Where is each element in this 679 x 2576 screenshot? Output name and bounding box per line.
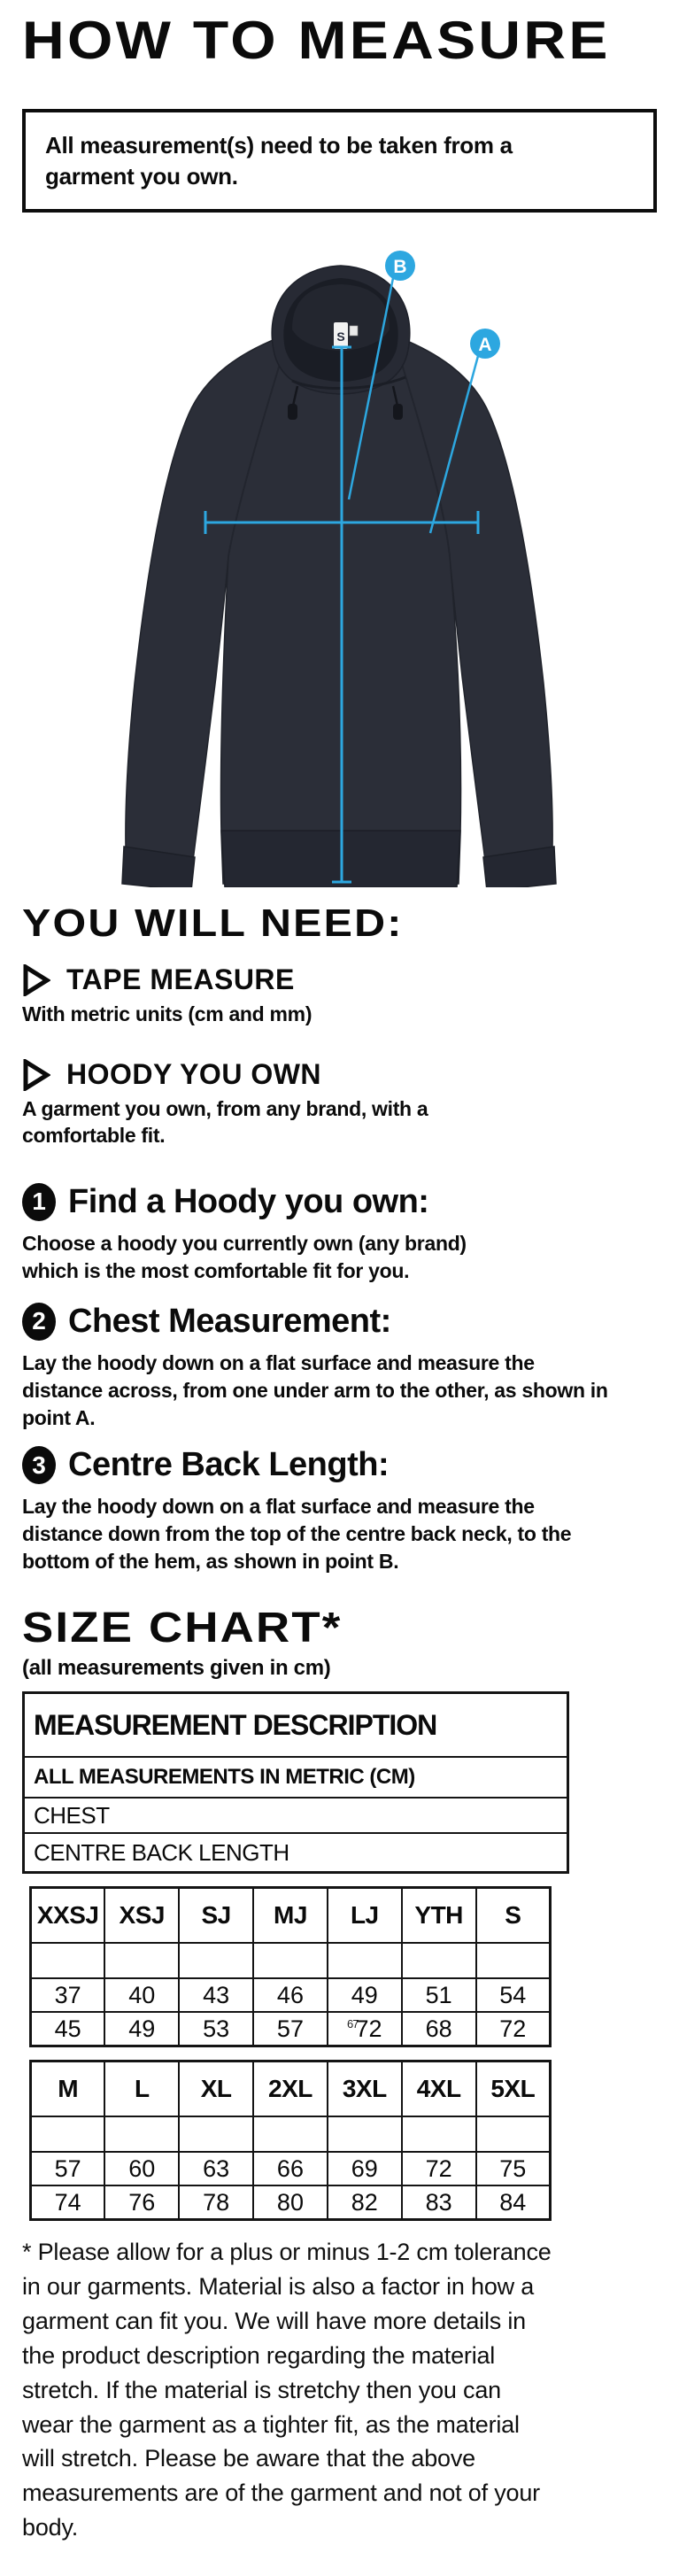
step-number-badge: 1 — [22, 1183, 56, 1221]
svg-text:S: S — [336, 329, 345, 344]
size-value-cell: 43 — [179, 1978, 253, 2012]
size-value-cell — [328, 2116, 402, 2152]
size-value-cell: 76 — [104, 2185, 179, 2220]
size-value-cell: 72 — [476, 2012, 551, 2046]
step-2 — [22, 1303, 657, 1432]
size-value-cell: 83 — [402, 2185, 476, 2220]
size-value-cell: 37 — [31, 1978, 105, 2012]
size-header-cell: SJ — [179, 1888, 253, 1944]
size-header-cell: XXSJ — [31, 1888, 105, 1944]
hoody-garment — [122, 266, 556, 887]
size-value-cell: 84 — [476, 2185, 551, 2220]
size-value-cell: 82 — [328, 2185, 402, 2220]
hoody-illustration — [0, 241, 679, 887]
step-number-badge: 3 — [22, 1446, 56, 1484]
step-3 — [22, 1446, 657, 1575]
size-header-cell: XSJ — [104, 1888, 179, 1944]
size-header-cell: YTH — [402, 1888, 476, 1944]
size-value-cell: 68 — [402, 2012, 476, 2046]
size-header-cell: S — [476, 1888, 551, 1944]
size-value-cell: 78 — [179, 2185, 253, 2220]
size-value-cell: 49 — [328, 1978, 402, 2012]
need-item-tape-measure — [22, 963, 657, 996]
step-number-badge: 2 — [22, 1303, 56, 1341]
page-title: HOW TO MEASURE — [22, 11, 611, 70]
triangle-bullet-icon — [22, 1059, 50, 1091]
step-heading: Find a Hoody you own: — [68, 1182, 429, 1220]
size-chart-footnote: * Please allow for a plus or minus 1-2 cm tolerance in our garments. Material is also a factor in how a garment can fit you. We will have more details in the product description regarding the material stretch. If the material is stretchy then you can wear the garment as a tighter fit, as the material will stretch. Please be aware that the above measurements are of the garment and not of your body. — [22, 2239, 552, 2541]
size-value-cell — [476, 2116, 551, 2152]
need-item-hoody — [22, 1058, 657, 1091]
size-chart-heading: SIZE CHART* — [22, 1605, 343, 1652]
size-value-cell: 60 — [104, 2152, 179, 2185]
notice-box — [22, 109, 657, 213]
size-header-cell: MJ — [253, 1888, 328, 1944]
size-value-cell — [253, 1943, 328, 1978]
size-value-cell — [31, 1943, 105, 1978]
size-value-cell: 46 — [253, 1978, 328, 2012]
hoody-figure — [0, 241, 679, 887]
size-table-adult — [29, 2060, 552, 2221]
size-value-cell — [179, 1943, 253, 1978]
size-value-cell: 63 — [179, 2152, 253, 2185]
size-header-cell: LJ — [328, 1888, 402, 1944]
size-header-cell: L — [104, 2062, 179, 2117]
size-header-cell: XL — [179, 2062, 253, 2117]
step-body: Choose a hoody you currently own (any brand) which is the most comfortable fit for you. — [22, 1231, 467, 1282]
size-value-cell: 57 — [31, 2152, 105, 2185]
description-table-header: MEASUREMENT DESCRIPTION — [24, 1693, 568, 1758]
step-body: Lay the hoody down on a flat surface and measure the distance across, from one under arm to the other, as shown in point A. — [22, 1350, 608, 1430]
size-value-cell — [328, 1943, 402, 1978]
size-value-cell: 74 — [31, 2185, 105, 2220]
size-header-cell: 4XL — [402, 2062, 476, 2117]
step-heading: Chest Measurement: — [68, 1302, 391, 1340]
need-item-description: A garment you own, from any brand, with a comfortable fit. — [22, 1097, 428, 1147]
size-value-cell — [104, 1943, 179, 1978]
badge-a-label: A — [478, 335, 492, 356]
size-value-cell — [179, 2116, 253, 2152]
need-item-label: TAPE MEASURE — [66, 963, 295, 996]
description-table-row: CHEST — [24, 1798, 568, 1833]
measurement-description-table — [22, 1691, 569, 1874]
size-value-cell — [402, 1943, 476, 1978]
description-table-row: ALL MEASUREMENTS IN METRIC (CM) — [24, 1757, 568, 1798]
size-value-cell — [253, 2116, 328, 2152]
step-heading: Centre Back Length: — [68, 1446, 390, 1484]
size-value-cell: 51 — [402, 1978, 476, 2012]
size-value-cell: 75 — [476, 2152, 551, 2185]
size-value-cell — [476, 1943, 551, 1978]
size-value-cell — [31, 2116, 105, 2152]
size-value-cell: 66 — [253, 2152, 328, 2185]
size-table-junior — [29, 1886, 552, 2047]
size-value-cell: 49 — [104, 2012, 179, 2046]
notice-text: All measurement(s) need to be taken from a garment you own. — [45, 132, 513, 190]
size-value-cell: 57 — [253, 2012, 328, 2046]
size-value-cell: 53 — [179, 2012, 253, 2046]
size-value-cell: 80 — [253, 2185, 328, 2220]
step-body: Lay the hoody down on a flat surface and measure the distance down from the top of the centre back neck, to the bottom of the hem, as shown in point B. — [22, 1495, 572, 1574]
need-item-description: With metric units (cm and mm) — [22, 1002, 312, 1026]
size-header-cell: M — [31, 2062, 105, 2117]
size-value-cell: $^{67}$72 — [328, 2012, 402, 2046]
size-chart-subheading: (all measurements given in cm) — [22, 1656, 331, 1681]
size-value-cell: 69 — [328, 2152, 402, 2185]
description-table-row: CENTRE BACK LENGTH — [24, 1833, 568, 1873]
need-item-label: HOODY YOU OWN — [66, 1058, 322, 1091]
you-will-need-heading: YOU WILL NEED: — [22, 901, 404, 946]
size-value-cell — [104, 2116, 179, 2152]
badge-b-label: B — [393, 257, 407, 278]
size-value-cell: 40 — [104, 1978, 179, 2012]
step-1 — [22, 1183, 657, 1285]
triangle-bullet-icon — [22, 964, 50, 996]
size-value-cell: 45 — [31, 2012, 105, 2046]
size-value-cell — [402, 2116, 476, 2152]
size-header-cell: 5XL — [476, 2062, 551, 2117]
size-value-cell: 54 — [476, 1978, 551, 2012]
size-header-cell: 3XL — [328, 2062, 402, 2117]
size-value-cell: 72 — [402, 2152, 476, 2185]
size-header-cell: 2XL — [253, 2062, 328, 2117]
